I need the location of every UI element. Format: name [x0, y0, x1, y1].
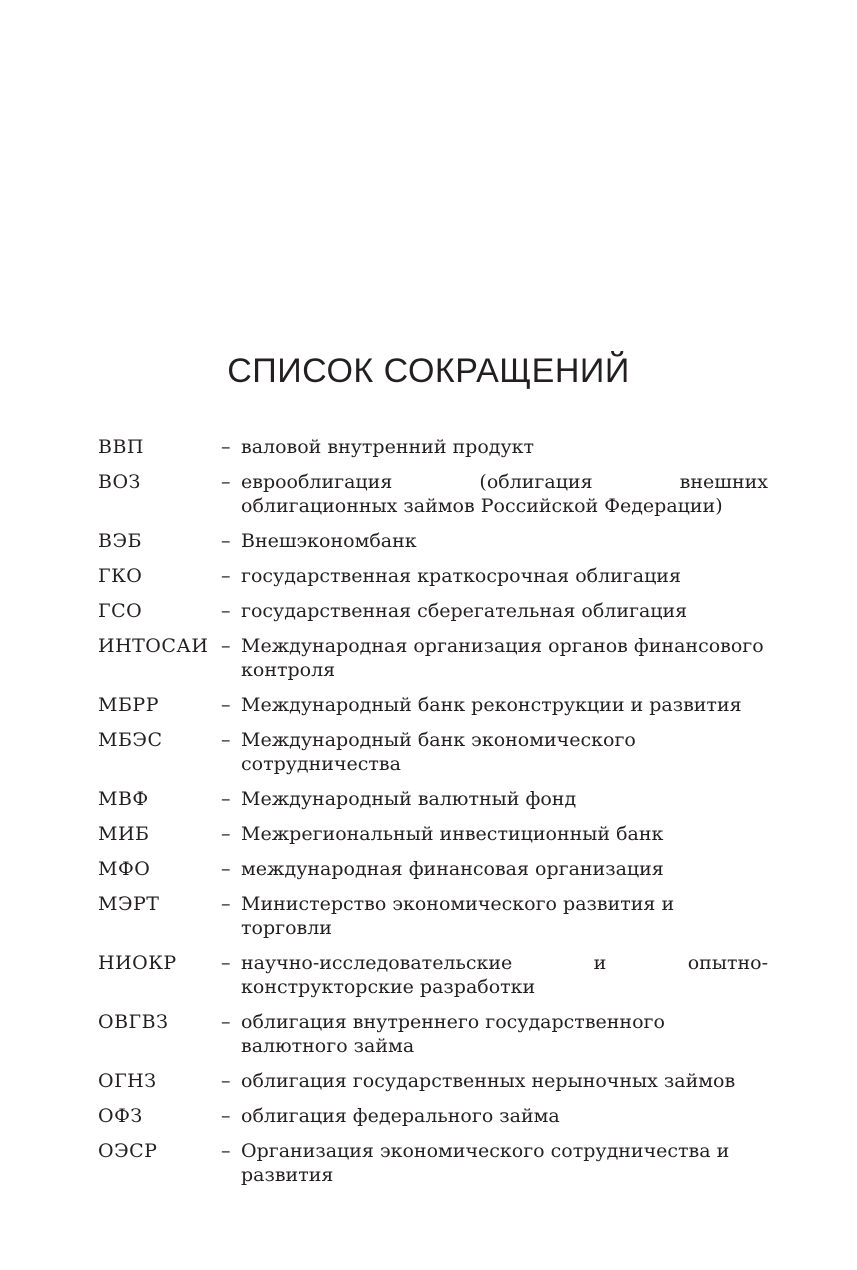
dash: –	[221, 729, 231, 751]
page-title: СПИСОК СОКРАЩЕНИЙ	[227, 352, 630, 390]
abbreviation: ВОЗ	[98, 471, 141, 493]
dash: –	[221, 788, 231, 810]
abbreviation-entry	[98, 470, 768, 518]
dash: –	[221, 893, 231, 915]
abbreviation: ИНТОСАИ	[98, 635, 209, 657]
definition: Международный валютный фонд	[241, 788, 577, 810]
definition: Международный банк реконструкции и развития	[241, 694, 742, 716]
definition: облигация федерального займа	[241, 1105, 560, 1127]
definition: Организация экономического сотрудничества и развития	[241, 1140, 730, 1186]
abbreviation: МИБ	[98, 823, 150, 845]
abbreviation: МЭРТ	[98, 893, 160, 915]
abbreviation-entry	[98, 1139, 768, 1187]
dash: –	[221, 1140, 231, 1162]
definition: Межрегиональный инвестиционный банк	[241, 823, 664, 845]
abbreviation-list	[98, 435, 768, 1198]
definition: научно-исследовательские и опытно-конструкторские разработки	[241, 952, 768, 998]
dash: –	[221, 1011, 231, 1033]
abbreviation-entry	[98, 822, 768, 846]
definition: Министерство экономического развития и торговли	[241, 893, 675, 939]
abbreviation-entry	[98, 693, 768, 717]
abbreviation: ГКО	[98, 565, 143, 587]
definition: Международная организация органов финансового контроля	[241, 635, 764, 681]
abbreviation: ГСО	[98, 600, 143, 622]
abbreviation-entry	[98, 634, 768, 682]
abbreviation: ОВГВЗ	[98, 1011, 169, 1033]
dash: –	[221, 952, 231, 974]
dash: –	[221, 858, 231, 880]
dash: –	[221, 1105, 231, 1127]
abbreviation: ВВП	[98, 436, 144, 458]
dash: –	[221, 530, 231, 552]
abbreviation: МВФ	[98, 788, 149, 810]
abbreviation-entry	[98, 951, 768, 999]
abbreviation-entry	[98, 728, 768, 776]
dash: –	[221, 694, 231, 716]
abbreviation-entry	[98, 564, 768, 588]
abbreviation-entry	[98, 529, 768, 553]
definition: еврооблигация (облигация внешних облигационных займов Российской Федерации)	[241, 471, 768, 517]
abbreviation-entry	[98, 857, 768, 881]
abbreviation: НИОКР	[98, 952, 177, 974]
dash: –	[221, 436, 231, 458]
definition: государственная сберегательная облигация	[241, 600, 688, 622]
abbreviation-entry	[98, 892, 768, 940]
definition: валовой внутренний продукт	[241, 436, 535, 458]
definition: государственная краткосрочная облигация	[241, 565, 681, 587]
abbreviation: ВЭБ	[98, 530, 142, 552]
abbreviation: ОГНЗ	[98, 1070, 157, 1092]
dash: –	[221, 1070, 231, 1092]
abbreviation-entry	[98, 1010, 768, 1058]
definition: международная финансовая организация	[241, 858, 664, 880]
definition: облигация внутреннего государственного валютного займа	[241, 1011, 665, 1057]
abbreviation: ОЭСР	[98, 1140, 158, 1162]
abbreviation-entry	[98, 787, 768, 811]
definition: Международный банк экономического сотрудничества	[241, 729, 636, 775]
dash: –	[221, 471, 231, 493]
abbreviation: МБРР	[98, 694, 159, 716]
abbreviation-entry	[98, 1069, 768, 1093]
definition: Внешэкономбанк	[241, 530, 417, 552]
abbreviation-entry	[98, 599, 768, 623]
dash: –	[221, 635, 231, 657]
abbreviation: МФО	[98, 858, 151, 880]
abbreviation-entry	[98, 435, 768, 459]
dash: –	[221, 600, 231, 622]
abbreviation-entry	[98, 1104, 768, 1128]
dash: –	[221, 565, 231, 587]
definition: облигация государственных нерыночных займов	[241, 1070, 736, 1092]
abbreviation: МБЭС	[98, 729, 163, 751]
dash: –	[221, 823, 231, 845]
abbreviation: ОФЗ	[98, 1105, 143, 1127]
